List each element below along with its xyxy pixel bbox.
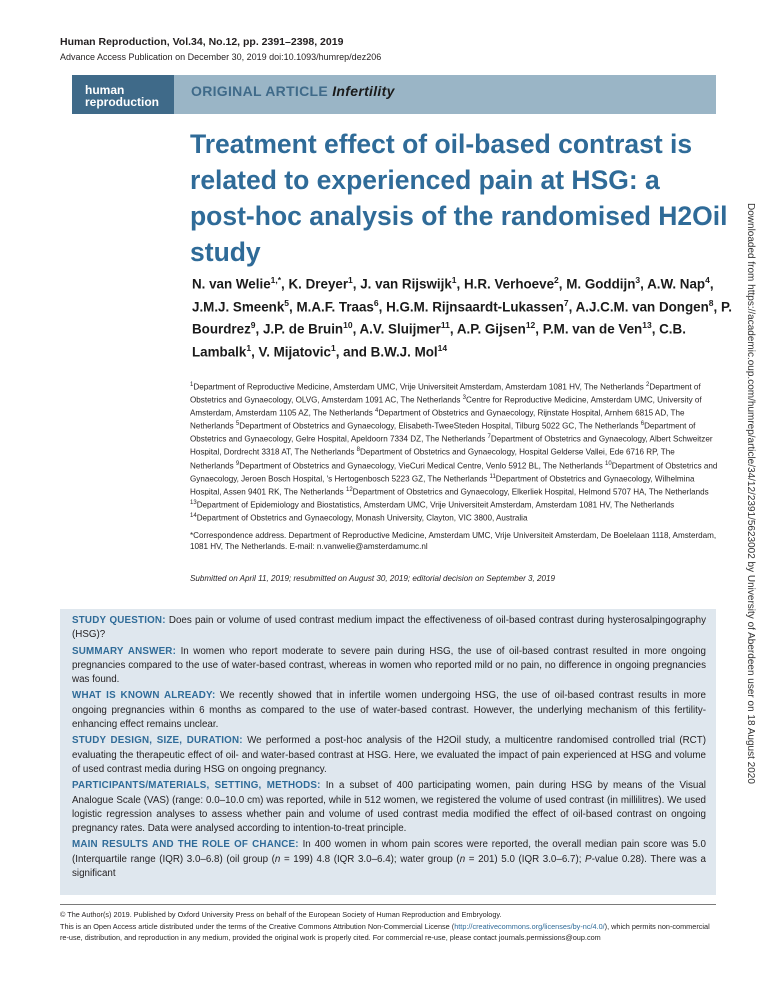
affiliation-number: 8 — [356, 447, 360, 454]
author-affiliation-number: 8 — [708, 297, 714, 308]
author-name: B.W.J. Mol — [370, 344, 438, 360]
author-affiliation-number: 14 — [437, 343, 448, 354]
author-affiliation-number: 2 — [554, 275, 559, 285]
author-name: A.V. Sluijmer — [359, 321, 441, 337]
abstract-study-question: STUDY QUESTION: Does pain or volume of used contrast medium impact the effectiveness of oil-based contrast during hysterosalpingography (HSG)? — [72, 615, 706, 641]
license-notice: This is an Open Access article distributed under the terms of the Creative Commons Attribution Non-Commercial License (http://creativecommons.org/licenses/by-nc/4.0/), which permits non-commercial re-use, distribution, and reproduction in any medium, provided the original work is properly cited. For commercial re-use, please contact journals.permissions@oup.com — [60, 921, 710, 943]
copyright-footer — [60, 909, 716, 944]
copyright-notice: © The Author(s) 2019. Published by Oxford University Press on behalf of the European Society of Human Reproduction and Embryology. — [60, 910, 502, 919]
affiliation-number: 9 — [235, 460, 240, 467]
affiliation-text: Department of Obstetrics and Gynaecology, Elisabeth-TweeSteden Hospital, Tilburg 5022 GC, The Netherlands — [239, 421, 639, 431]
affiliation-text: Department of Obstetrics and Gynaecology, Gelre Hospital, Apeldoorn 7334 DZ, The Netherlands — [190, 421, 696, 445]
affiliation-number: 6 — [640, 421, 645, 428]
section-label — [191, 83, 395, 99]
author-name: P. Bourdrez — [192, 299, 732, 337]
abstract-box — [60, 609, 716, 895]
affiliation-text: Department of Obstetrics and Gynaecology, Wilhelmina Hospital, Assen 9401 RK, The Netherlands — [190, 474, 695, 497]
affiliation-number: 10 — [605, 460, 612, 467]
publication-info: Advance Access Publication on December 30, 2019 doi:10.1093/humrep/dez206 — [60, 52, 382, 62]
section-banner — [72, 75, 716, 114]
affiliation-text: Department of Obstetrics and Gynaecology, OLVG, Amsterdam 1091 AC, The Netherlands — [190, 382, 701, 405]
author-affiliation-number: 3 — [635, 275, 641, 285]
author-affiliation-number: 13 — [642, 320, 652, 331]
author-affiliation-number: 12 — [525, 320, 536, 331]
affiliation-number: 4 — [375, 408, 379, 415]
affiliation-number: 1 — [190, 382, 194, 388]
journal-logo — [72, 75, 174, 114]
author-affiliation-number: 1,* — [270, 275, 282, 285]
affiliation-text: Department of Obstetrics and Gynaecology, Monash University, Clayton, VIC 3800, Australia — [196, 513, 528, 523]
affiliation-text: Department of Obstetrics and Gynaecology, Hospital Gelderse Vallei, Ede 6716 RP, The Netherlands — [190, 448, 675, 471]
author-name: V. Mijatovic — [258, 344, 331, 360]
author-affiliation-number: 6 — [373, 297, 379, 308]
affiliation-number: 2 — [646, 382, 650, 388]
author-name: J.M.J. Smeenk — [192, 299, 285, 315]
author-name: A.W. Nap — [647, 276, 706, 292]
author-affiliation-number: 1 — [246, 343, 252, 354]
article-title: Treatment effect of oil-based contrast is related to experienced pain at HSG: a post-hoc analysis of the randomised H2Oil study — [190, 129, 728, 267]
author-name: K. Dreyer — [288, 276, 349, 292]
author-name: M. Goddijn — [566, 276, 636, 292]
affiliation-text: Department of Obstetrics and Gynaecology, Jeroen Bosch Hospital, 's Hertogenbosch 5223 GZ, The Netherlands — [190, 461, 718, 484]
affiliations — [190, 380, 718, 524]
affiliation-number: 12 — [345, 486, 353, 493]
logo-line-2: reproduction — [85, 95, 159, 109]
author-name: H.R. Verhoeve — [463, 276, 555, 292]
affiliation-number: 11 — [489, 473, 496, 480]
author-affiliation-number: 1 — [451, 275, 457, 285]
affiliation-text: Department of Epidemiology and Biostatistics, Amsterdam UMC, Vrije Universiteit Amsterdam, Amsterdam 1081 HV, The Netherlands — [196, 500, 675, 510]
author-name: P.M. van de Ven — [542, 321, 643, 337]
author-name: A.P. Gijsen — [456, 321, 526, 337]
author-affiliation-number: 9 — [250, 320, 256, 331]
author-list: N. van Welie$^{1,*}$, K. Dreyer$^1$, J. van Rijswijk$^1$, H.R. Verhoeve$^2$, M. Goddijn$^3$, A.W. Nap$^4$, J.M.J. Smeenk$^5$, M.A.F. Traas$^6$, H.G.M. Rijnsaardt-Lukassen$^7$, A.J.C.M. van Dongen$^8$, P. Bourdrez$^9$, J.P. de Bruin$^{10}$, A.V. Sluijmer$^{11}$, A.P. Gijsen$^{12}$, P.M. van de Ven$^{13}$, C.B. Lambalk$^1$, V. Mijatovic$^1$, and B.W.J. Mol$^{14}$ — [192, 275, 732, 360]
author-name: H.G.M. Rijnsaardt-Lukassen — [386, 299, 564, 315]
abstract-summary-answer: SUMMARY ANSWER: In women who report moderate to severe pain during HSG, the use of oil-based contrast resulted in more ongoing pregnancies compared to the use of water-based contrast, whereas in women who reported mild or no pain, no difference in ongoing pregnancies was found. — [72, 645, 706, 686]
author-affiliation-number: 11 — [440, 320, 450, 331]
author-affiliation-number: 5 — [284, 297, 290, 308]
logo-line-1: human — [85, 83, 125, 97]
abstract-participants: PARTICIPANTS/MATERIALS, SETTING, METHODS: In a subset of 400 participating women, pain during HSG by means of the Visual Analogue Scale (VAS) (range: 0.0–10.0 cm) was reported, while in 512 women, we registered the volume of used contrast (in millilitres). We used logistic regression analyses to assess whether pain and volume of used contrast media modified the effect of oil-based contrast on ongoing pregnancy rates. Data were analysed according to intention-to-treat principle. — [72, 780, 706, 835]
author-affiliation-number: 4 — [705, 275, 710, 285]
submission-dates: Submitted on April 11, 2019; resubmitted on August 30, 2019; editorial decision on September 3, 2019 — [190, 574, 556, 583]
affiliation-text: Department of Obstetrics and Gynaecology, Albert Schweitzer Hospital, Dordrecht 3318 AT, The Netherlands — [190, 435, 713, 458]
abstract-study-design: STUDY DESIGN, SIZE, DURATION: We performed a post-hoc analysis of the H2Oil study, a multicentre randomised controlled trial (RCT) evaluating the therapeutic effect of oil- and water-based contrast at HSG. Here, we evaluated the impact of pain experienced at HSG and volume of used contrast media during HSG on ongoing pregnancy. — [72, 735, 706, 775]
license-link[interactable]: http://creativecommons.org/licenses/by-nc/4.0/ — [454, 921, 605, 931]
author-affiliation-number: 7 — [563, 297, 569, 308]
affiliation-number: 3 — [462, 395, 466, 402]
footer-divider — [60, 904, 716, 905]
affiliation-number: 7 — [487, 434, 491, 441]
affiliation-text: Department of Reproductive Medicine, Amsterdam UMC, Vrije Universiteit Amsterdam, Amsterdam 1081 HV, The Netherlands — [193, 382, 644, 392]
abstract-main-results: MAIN RESULTS AND THE ROLE OF CHANCE: In 400 women in whom pain scores were reported, the overall median pain score was 5.0 (Interquartile range (IQR) 3.0–6.8) (oil group (n = 199) 4.8 (IQR 3.0–6.4); water group (n = 201) 5.0 (IQR 3.0–6.7); P-value 0.28). There was a significant — [72, 839, 706, 880]
section-topic: Infertility — [332, 83, 395, 99]
affiliation-number: 13 — [190, 499, 197, 506]
section-type: ORIGINAL ARTICLE — [191, 83, 329, 99]
author-name: C.B. Lambalk — [192, 321, 686, 360]
author-name: M.A.F. Traas — [296, 299, 374, 315]
author-name: A.J.C.M. van Dongen — [575, 299, 709, 315]
affiliation-text: Department of Obstetrics and Gynaecology, Rijnstate Hospital, Arnhem 6815 AD, The Netherlands — [190, 408, 685, 431]
abstract-known-already: WHAT IS KNOWN ALREADY: We recently showed that in infertile women undergoing HSG, the use of oil-based contrast results in more ongoing pregnancies within 6 months as compared to the use of water-based contrast. However, the underlying mechanism of this fertility-enhancing effect remains unclear. — [72, 690, 706, 731]
author-name: J. van Rijswijk — [360, 276, 452, 292]
affiliation-number: 5 — [235, 421, 240, 428]
journal-citation: Human Reproduction, Vol.34, No.12, pp. 2391–2398, 2019 — [60, 36, 344, 48]
author-affiliation-number: 1 — [330, 343, 336, 354]
author-affiliation-number: 10 — [343, 320, 353, 331]
affiliation-text: Department of Obstetrics and Gynaecology, VieCuri Medical Centre, Venlo 5912 BL, The Netherlands — [239, 461, 603, 471]
author-affiliation-number: 1 — [348, 275, 353, 285]
affiliation-text: Department of Obstetrics and Gynaecology, Elkerliek Hospital, Helmond 5707 HA, The Netherlands — [352, 487, 709, 497]
affiliation-text: Centre for Reproductive Medicine, Amsterdam UMC, University of Amsterdam, Amsterdam 1105 AZ, The Netherlands — [190, 395, 702, 418]
author-name: N. van Welie — [192, 276, 271, 292]
author-name: J.P. de Bruin — [262, 321, 344, 337]
affiliation-number: 14 — [190, 512, 197, 519]
correspondence-address: *Correspondence address. Department of Reproductive Medicine, Amsterdam UMC, Vrije Universiteit Amsterdam, De Boelelaan 1118, Amsterdam, 1081 HV, The Netherlands. E-mail: n.vanwelie@amsterdamumc.nl — [190, 531, 717, 552]
download-watermark: Downloaded from https://academic.oup.com/humrep/article/34/12/2391/5623002 by University of Aberdeen user on 18 August 2020 — [745, 203, 756, 784]
